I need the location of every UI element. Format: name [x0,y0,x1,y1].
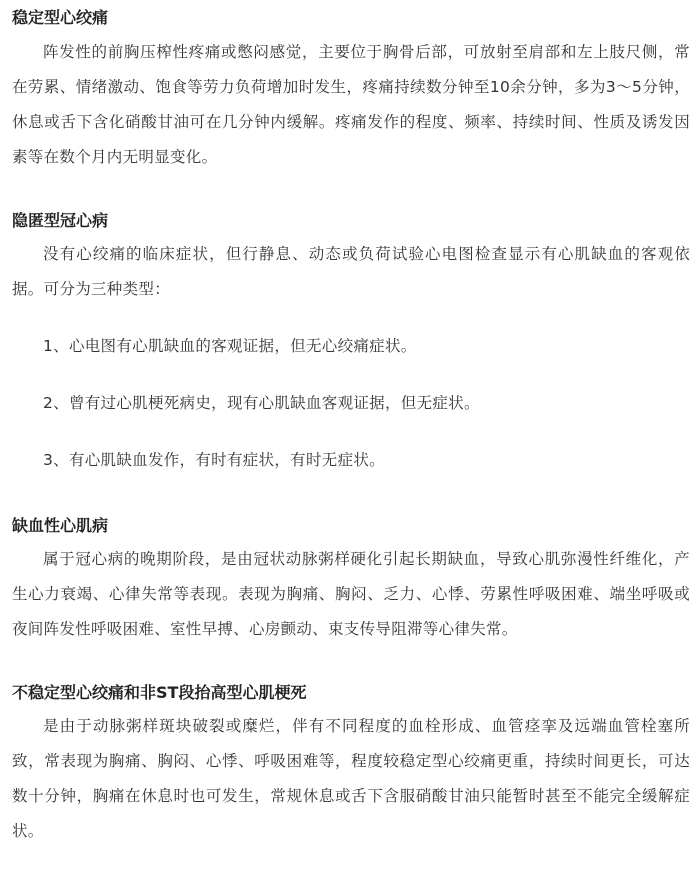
article [0,8,700,896]
section-heading: 隐匿型冠心病 [12,211,109,230]
section-paragraph: 是由于动脉粥样斑块破裂或糜烂，伴有不同程度的血栓形成、血管痉挛及远端血管栓塞所致，常表现为胸痛、胸闷、心悸、呼吸困难等，程度较稳定型心绞痛更重，持续时间更长，可达数十分钟，胸痛在休息时也可发生，常规休息或舌下含服硝酸甘油只能暂时甚至不能完全缓解症状。 [12,717,690,840]
section-heading: 不稳定型心绞痛和非ST段抬高型心肌梗死 [12,683,307,702]
section-paragraph: 没有心绞痛的临床症状，但行静息、动态或负荷试验心电图检查显示有心肌缺血的客观依据。可分为三种类型： [12,245,690,298]
list-item: 1、心电图有心肌缺血的客观证据，但无心绞痛症状。 [43,337,417,355]
section-heading: 缺血性心肌病 [12,516,109,535]
section-paragraph: 阵发性的前胸压榨性疼痛或憋闷感觉，主要位于胸骨后部，可放射至肩部和左上肢尺侧，常在劳累、情绪激动、饱食等劳力负荷增加时发生，疼痛持续数分钟至10余分钟，多为3～5分钟，休息或舌下含化硝酸甘油可在几分钟内缓解。疼痛发作的程度、频率、持续时间、性质及诱发因素等在数个月内无明显变化。 [12,43,690,166]
section-paragraph: 属于冠心病的晚期阶段，是由冠状动脉粥样硬化引起长期缺血，导致心肌弥漫性纤维化，产生心力衰竭、心律失常等表现。表现为胸痛、胸闷、乏力、心悸、劳累性呼吸困难、端坐呼吸或夜间阵发性呼吸困难、室性早搏、心房颤动、束支传导阻滞等心律失常。 [12,550,690,638]
section-stable-angina [12,8,690,175]
section-ischemic-cardiomyopathy [12,516,690,647]
list-item: 3、有心肌缺血发作，有时有症状，有时无症状。 [43,451,385,469]
list-item: 2、曾有过心肌梗死病史，现有心肌缺血客观证据，但无症状。 [43,394,480,412]
section-heading: 稳定型心绞痛 [12,8,109,27]
section-silent-ischemia [12,211,690,478]
section-unstable-angina-nstemi [12,683,690,849]
